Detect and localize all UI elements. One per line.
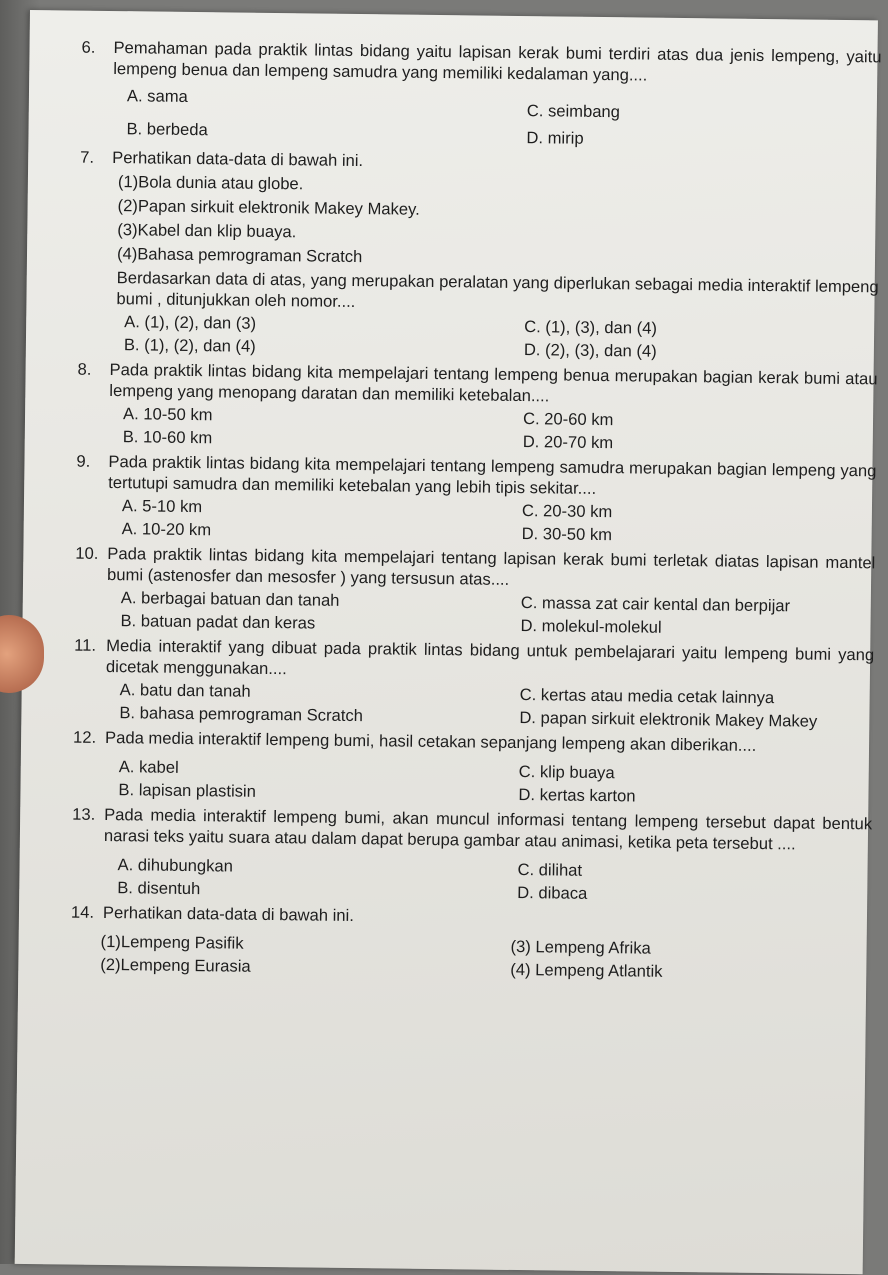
option-d: D. papan sirkuit elektronik Makey Makey bbox=[519, 708, 818, 731]
question-number: 8. bbox=[77, 359, 92, 379]
question-text: Pada media interaktif lempeng bumi, hasil cetakan sepanjang lempeng akan diberikan.... bbox=[105, 727, 757, 755]
data-item-4: (4)Bahasa pemrograman Scratch bbox=[116, 244, 363, 267]
question-7-prompt bbox=[78, 267, 878, 319]
option-c: C. 20-60 km bbox=[522, 409, 614, 430]
question-number: 14. bbox=[70, 902, 95, 922]
question-7-options bbox=[78, 311, 878, 365]
question-8 bbox=[77, 359, 877, 411]
question-number: 6. bbox=[81, 37, 96, 57]
option-c: C. seimbang bbox=[526, 101, 621, 122]
option-d: D. (2), (3), dan (4) bbox=[523, 340, 657, 361]
question-number: 13. bbox=[72, 804, 96, 824]
option-a: A. 5-10 km bbox=[121, 496, 203, 517]
option-b: B. lapisan plastisin bbox=[118, 780, 257, 801]
question-text: Perhatikan data-data di bawah ini. bbox=[102, 902, 354, 926]
question-number: 7. bbox=[80, 147, 95, 167]
data-item-4: (4) Lempeng Atlantik bbox=[510, 959, 663, 981]
question-text: Pada media interaktif lempeng bumi, akan muncul informasi tentang lempeng tersebut dapat bentuk narasi teks yaitu suara atau dalam dapat berupa gambar atau animasi, ketika peta tersebut .... bbox=[103, 804, 873, 854]
option-b: B. disentuh bbox=[117, 878, 201, 899]
question-12 bbox=[73, 727, 873, 758]
question-14 bbox=[71, 902, 871, 933]
question-text: Pemahaman pada praktik lintas bidang yaitu lapisan kerak bumi terdiri atas dua jenis lempeng, yaitu lempeng benua dan lempeng samudra yang memiliki kedalaman yang.... bbox=[113, 38, 882, 85]
question-number: 10. bbox=[75, 543, 99, 563]
data-item-3: (3) Lempeng Afrika bbox=[510, 936, 651, 958]
data-item-2: (2)Lempeng Eurasia bbox=[100, 954, 251, 976]
question-7-items bbox=[79, 171, 880, 274]
question-10-options bbox=[74, 587, 874, 641]
question-12-options bbox=[72, 756, 872, 810]
option-b: B. bahasa pemrograman Scratch bbox=[119, 703, 364, 726]
option-c: C. (1), (3), dan (4) bbox=[524, 317, 658, 338]
data-item-2: (2)Papan sirkuit elektronik Makey Makey. bbox=[117, 196, 420, 219]
option-c: C. dilihat bbox=[517, 860, 583, 880]
question-10 bbox=[75, 543, 875, 595]
question-6-options bbox=[80, 85, 881, 153]
question-text: Media interaktif yang dibuat pada praktik lintas bidang untuk pembelajarari yaitu lempeng bumi yang dicetak menggunakan.... bbox=[105, 635, 875, 679]
question-8-options bbox=[77, 403, 877, 457]
option-c: C. massa zat cair kental dan berpijar bbox=[520, 593, 791, 616]
option-a: A. berbagai batuan dan tanah bbox=[120, 588, 340, 610]
option-d: D. 30-50 km bbox=[521, 524, 613, 545]
option-a: A. batu dan tanah bbox=[119, 680, 251, 701]
question-11-options bbox=[73, 679, 873, 733]
question-14-items bbox=[70, 931, 870, 985]
option-a-duplicate: A. 10-20 km bbox=[121, 519, 212, 540]
question-number: 9. bbox=[76, 451, 91, 471]
worksheet-paper bbox=[15, 10, 882, 1274]
option-b: B. (1), (2), dan (4) bbox=[123, 335, 256, 356]
question-text: Berdasarkan data di atas, yang merupakan peralatan yang diperlukan sebagai media interaktif lempeng bumi , ditunjukkan oleh nomor.... bbox=[116, 268, 879, 311]
question-text: Pada praktik lintas bidang kita mempelajari tentang lapisan kerak bumi terletak diatas lapisan mantel bumi (astenosfer dan mesosfer ) yang tersusun atas.... bbox=[106, 543, 876, 589]
data-item-1: (1)Lempeng Pasifik bbox=[100, 931, 244, 953]
data-item-3: (3)Kabel dan klip buaya. bbox=[117, 220, 297, 242]
option-a: A. 10-50 km bbox=[122, 404, 213, 425]
question-number: 11. bbox=[74, 635, 97, 655]
option-d: D. dibaca bbox=[517, 883, 588, 903]
option-d: D. 20-70 km bbox=[522, 432, 614, 453]
data-item-1: (1)Bola dunia atau globe. bbox=[117, 172, 304, 194]
option-a: A. dihubungkan bbox=[117, 855, 234, 876]
option-c: C. kertas atau media cetak lainnya bbox=[519, 685, 775, 708]
option-d: D. kertas karton bbox=[518, 785, 636, 806]
question-6 bbox=[81, 37, 881, 89]
question-13 bbox=[72, 804, 872, 856]
option-c: C. klip buaya bbox=[518, 762, 615, 783]
question-text: Perhatikan data-data di bawah ini. bbox=[112, 148, 364, 171]
question-text: Pada praktik lintas bidang kita mempelajari tentang lempeng benua merupakan bagian kerak bumi atau lempeng yang menopang daratan dan memiliki ketebalan.... bbox=[109, 360, 878, 406]
question-9 bbox=[76, 451, 876, 503]
option-a: A. kabel bbox=[118, 757, 179, 777]
option-b: B. batuan padat dan keras bbox=[120, 611, 316, 633]
question-13-options bbox=[71, 854, 871, 908]
option-d: D. molekul-molekul bbox=[520, 616, 662, 637]
option-a: A. (1), (2), dan (3) bbox=[124, 312, 257, 333]
option-b: B. 10-60 km bbox=[122, 427, 213, 448]
question-9-options bbox=[76, 495, 876, 549]
option-c: C. 20-30 km bbox=[521, 501, 613, 522]
option-b: B. berbeda bbox=[126, 119, 208, 140]
question-number: 12. bbox=[73, 727, 97, 747]
question-list bbox=[70, 37, 881, 989]
question-text: Pada praktik lintas bidang kita mempelajari tentang lempeng samudra merupakan bagian lempeng yang tertutupi samudra dan memiliki ketebalan yang lebih tipis sekitar.... bbox=[108, 451, 877, 498]
option-a: A. sama bbox=[126, 86, 188, 106]
question-11 bbox=[74, 635, 874, 687]
option-d: D. mirip bbox=[526, 128, 584, 148]
